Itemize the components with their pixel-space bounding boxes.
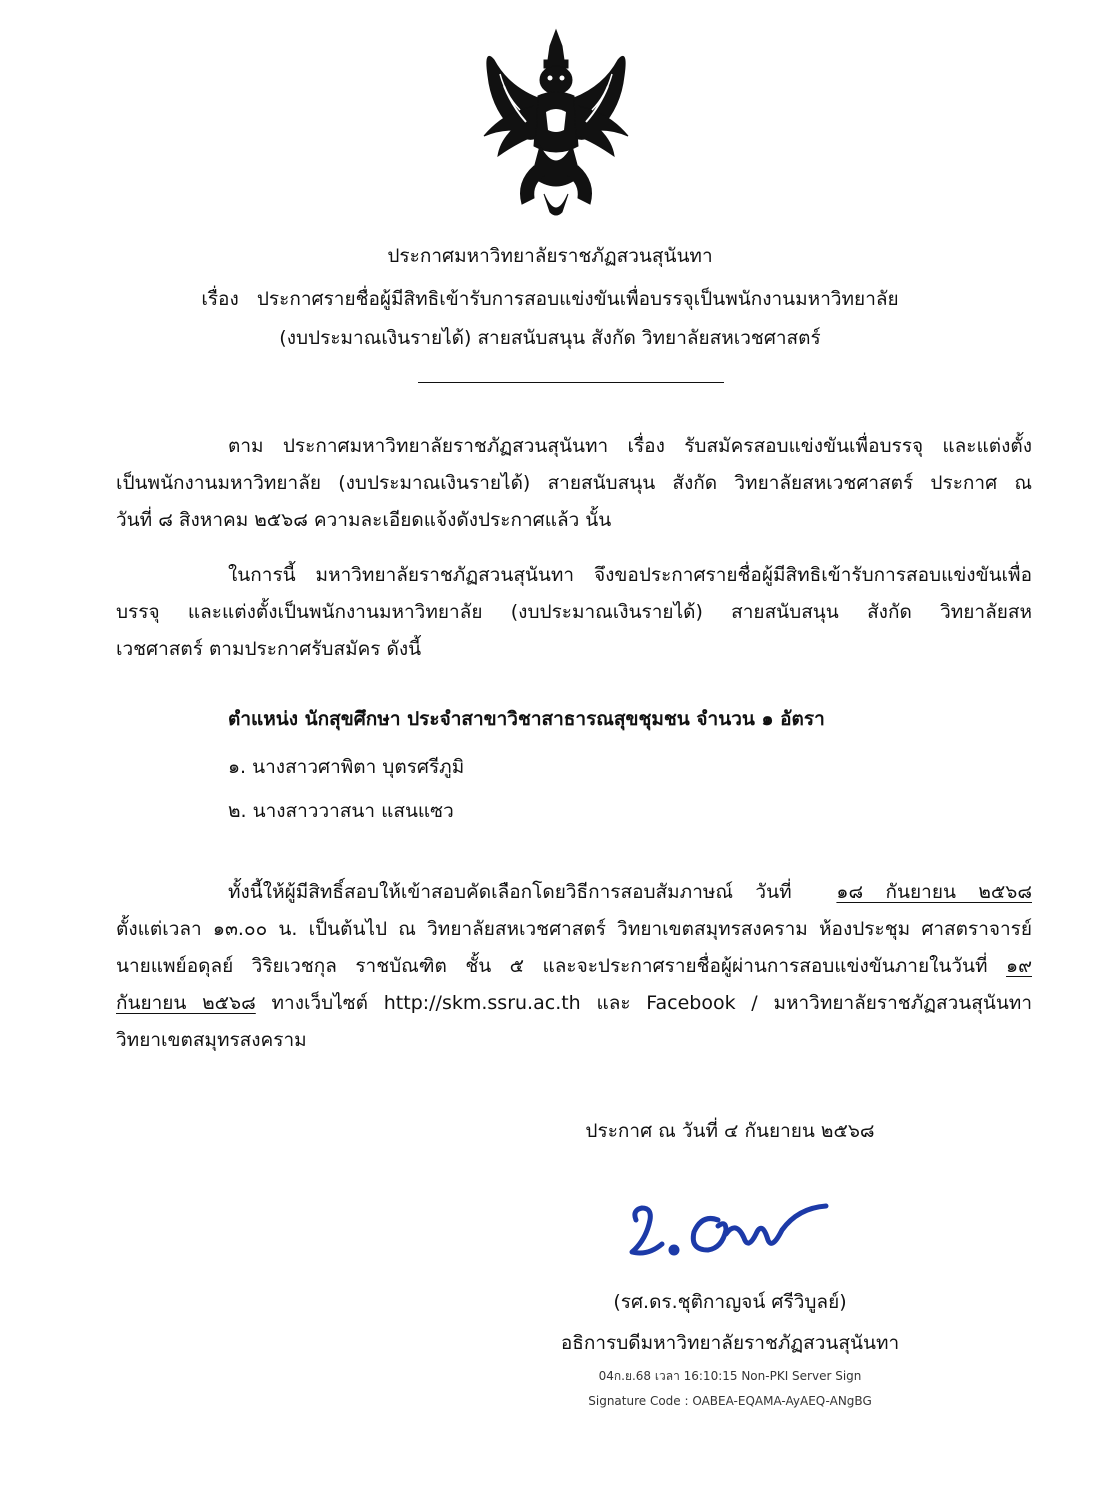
paragraph-line: วันที่ ๘ สิงหาคม ๒๕๖๘ ความละเอียดแจ้งดังประกาศแล้ว นั้น — [116, 509, 612, 531]
paragraph-line: ตาม ประกาศมหาวิทยาลัยราชภัฏสวนสุนันทา เรื่อง รับสมัครสอบแข่งขันเพื่อบรรจุ และแต่งตั้ง — [228, 435, 1032, 457]
subject-label: เรื่อง — [201, 288, 239, 310]
announcement-date: ประกาศ ณ วันที่ ๔ กันยายน ๒๕๖๘ — [585, 1120, 875, 1142]
paragraph-line: เป็นพนักงานมหาวิทยาลัย (งบประมาณเงินรายได้) สายสนับสนุน สังกัด วิทยาลัยสหเวชศาสตร์ ประกาศ ณ — [116, 472, 1032, 494]
announcement-subject — [0, 284, 1100, 314]
header-divider — [418, 382, 724, 383]
position-heading: ตำแหน่ง นักสุขศึกษา ประจำสาขาวิชาสาธารณสุขชุมชน จำนวน ๑ อัตรา — [228, 708, 825, 730]
subject-text: ประกาศรายชื่อผู้มีสิทธิเข้ารับการสอบแข่งขันเพื่อบรรจุเป็นพนักงานมหาวิทยาลัย — [256, 288, 899, 310]
paragraph-line: ตั้งแต่เวลา ๑๓.๐๐ น. เป็นต้นไป ณ วิทยาลัยสหเวชศาสตร์ วิทยาเขตสมุทรสงคราม ห้องประชุม ศาสตราจารย์ — [116, 918, 1032, 940]
paragraph-reference — [116, 428, 1032, 539]
paragraph-exam-details — [116, 874, 1032, 1059]
paragraph-line — [116, 874, 1032, 911]
paragraph-line: วิทยาเขตสมุทรสงคราม — [116, 1029, 307, 1051]
paragraph-line: ในการนี้ มหาวิทยาลัยราชภัฏสวนสุนันทา จึงขอประกาศรายชื่อผู้มีสิทธิเข้ารับการสอบแข่งขันเพื่อ — [228, 564, 1032, 586]
signature-code: Signature Code : OABEA-EQAMA-AyAEQ-ANgBG — [588, 1394, 872, 1408]
exam-date: ๑๘ กันยายน ๒๕๖๘ — [836, 881, 1032, 903]
signer-title: อธิการบดีมหาวิทยาลัยราชภัฏสวนสุนันทา — [560, 1332, 900, 1354]
paragraph-line: เวชศาสตร์ ตามประกาศรับสมัคร ดังนี้ — [116, 638, 422, 660]
result-channels: ทางเว็บไซต์ http://skm.ssru.ac.th และ Facebook / มหาวิทยาลัยราชภัฏสวนสุนันทา — [271, 992, 1033, 1014]
paragraph-line — [116, 948, 1032, 985]
signer-name: (รศ.ดร.ชุติกาญจน์ ศรีวิบูลย์) — [613, 1291, 847, 1313]
paragraph-line — [116, 985, 1032, 1022]
announcement-org-title: ประกาศมหาวิทยาลัยราชภัฏสวนสุนันทา — [387, 245, 713, 267]
garuda-emblem-icon — [478, 26, 634, 222]
candidate-item: ๑. นางสาวศาพิตา บุตรศรีภูมิ — [228, 756, 465, 778]
announcement-subject-line2: (งบประมาณเงินรายได้) สายสนับสนุน สังกัด วิทยาลัยสหเวชศาสตร์ — [279, 327, 821, 349]
signature-timestamp: 04ก.ย.68 เวลา 16:10:15 Non-PKI Server Sign — [598, 1369, 862, 1383]
result-date-day: ๑๙ — [1006, 955, 1032, 977]
result-date-month: กันยายน ๒๕๖๘ — [116, 992, 256, 1014]
handwritten-signature — [622, 1190, 832, 1268]
paragraph-line: บรรจุ และแต่งตั้งเป็นพนักงานมหาวิทยาลัย (งบประมาณเงินรายได้) สายสนับสนุน สังกัด วิทยาลัยสห — [116, 601, 1032, 623]
exam-location: นายแพย์อดุลย์ วิริยเวชกุล ราชบัณฑิต ชั้น ๕ และจะประกาศรายชื่อผู้ผ่านการสอบแข่งขันภายในวันที่ — [116, 955, 988, 977]
exam-date-intro: ทั้งนี้ให้ผู้มีสิทธิ์สอบให้เข้าสอบคัดเลือกโดยวิธีการสอบสัมภาษณ์ วันที่ — [228, 881, 792, 903]
paragraph-announcement — [116, 557, 1032, 668]
candidate-item: ๒. นางสาววาสนา แสนแซว — [228, 800, 454, 822]
